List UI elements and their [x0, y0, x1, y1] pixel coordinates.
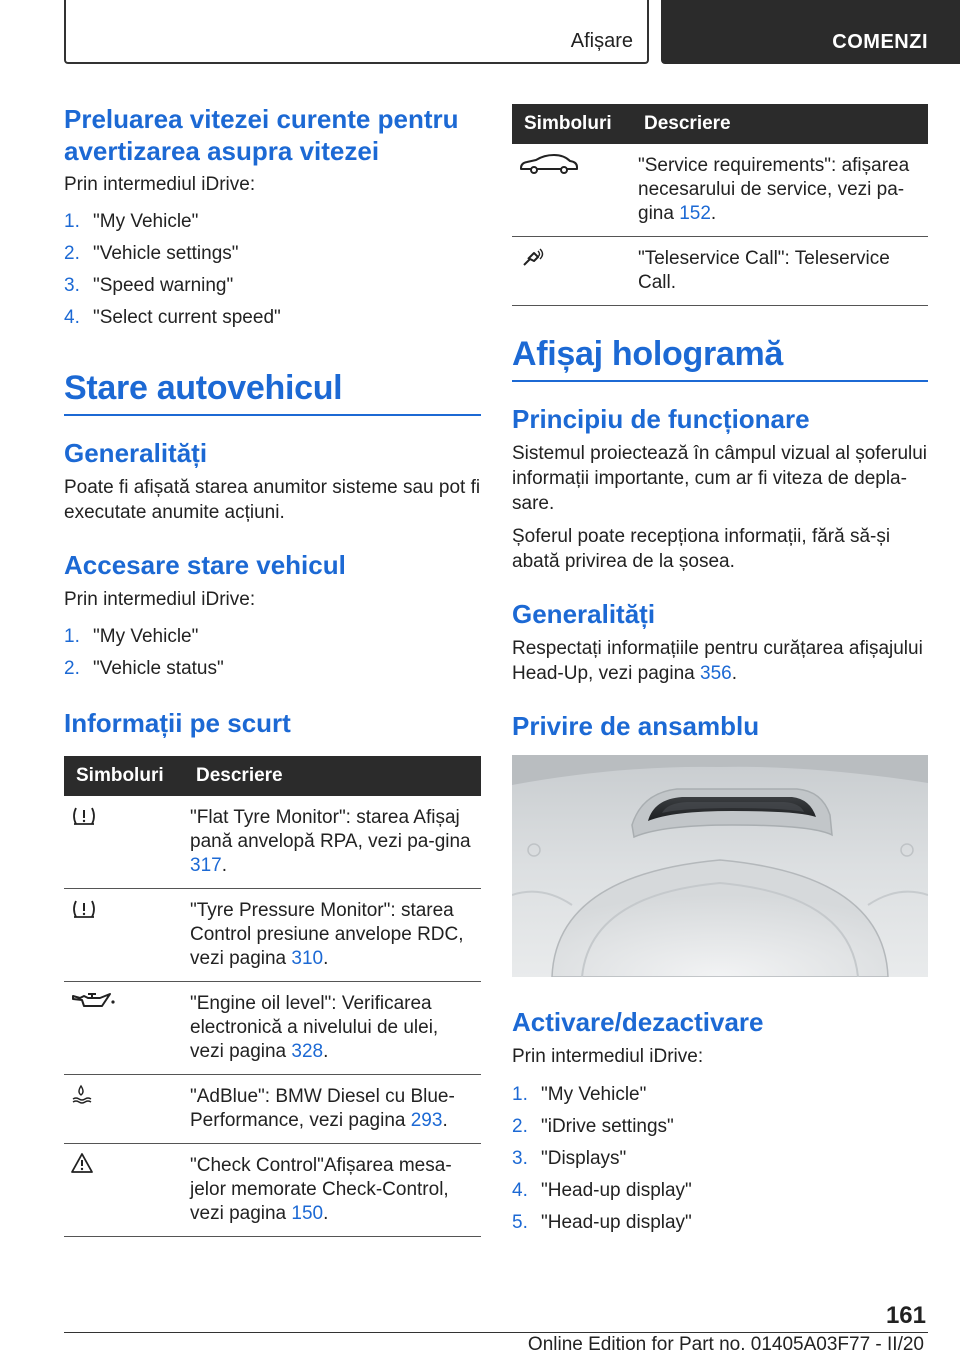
table-row [64, 889, 481, 982]
adblue-icon [70, 1083, 92, 1105]
col-desc-header: Descriere [190, 756, 481, 796]
principle-heading: Principiu de funcționare [512, 404, 810, 434]
teleservice-icon [518, 245, 548, 269]
table-row [512, 237, 928, 306]
list-item: 5. "Head-up display" [512, 1212, 692, 1233]
row-description: "Teleservice Call": Teleservice Call. [638, 237, 928, 306]
hud-title: Afișaj hologramă [512, 334, 928, 382]
info-heading: Informații pe scurt [64, 708, 291, 738]
speed-intro: Prin intermediul iDrive: [64, 174, 256, 195]
tyre-warning-icon [70, 897, 98, 921]
general-text: Poate fi afișată starea anumitor sisteme sau pot fi executate anumite acțiuni. [64, 477, 481, 523]
oil-can-icon [70, 990, 116, 1012]
list-item: 1. "My Vehicle" [64, 626, 199, 647]
list-item: 3. "Displays" [512, 1148, 627, 1169]
page-number: 161 [885, 1302, 926, 1329]
page-link[interactable]: 356 [700, 663, 732, 684]
access-steps [64, 621, 481, 685]
general-heading-right: Generalități [512, 599, 656, 629]
list-item: 4. "Head-up display" [512, 1180, 692, 1201]
row-description: "AdBlue": BMW Diesel cu Blue-Performance, vezi pagina 293. [190, 1075, 481, 1144]
col-symbols-header: Simboluri [512, 104, 638, 144]
list-item: 2. "Vehicle settings" [64, 243, 239, 264]
access-intro: Prin intermediul iDrive: [64, 589, 256, 610]
footer-divider [64, 1332, 928, 1333]
page-link[interactable]: 152 [679, 203, 711, 224]
row-description: "Flat Tyre Monitor": starea Afișaj pană anvelopă RPA, vezi pa-gina 317. [190, 796, 481, 889]
general-heading: Generalități [64, 438, 208, 468]
row-description: "Check Control"Afișarea mesa-jelor memorate Check-Control, vezi pagina 150. [190, 1144, 481, 1237]
list-item: 4. "Select current speed" [64, 307, 281, 328]
list-item: 1. "My Vehicle" [512, 1084, 647, 1105]
page-link[interactable]: 310 [291, 948, 324, 969]
hud-photo [512, 755, 928, 977]
general-text-right: Respectați informațiile pentru curățarea afișajului Head-Up, vezi pagina 356. [512, 638, 923, 684]
table-row [64, 796, 481, 889]
principle-text-2: Șoferul poate recepționa informații, fără să-și abată privirea de la șosea. [512, 526, 891, 572]
col-desc-header: Descriere [638, 104, 928, 144]
list-item: 3. "Speed warning" [64, 275, 234, 296]
table-row [512, 144, 928, 237]
symbols-table-left [64, 756, 481, 1237]
list-item: 2. "iDrive settings" [512, 1116, 674, 1137]
table-row [64, 1075, 481, 1144]
access-heading: Accesare stare vehicul [64, 550, 346, 580]
page-link[interactable]: 328 [291, 1041, 324, 1062]
symbols-table-right [512, 104, 928, 306]
row-description: "Service requirements": afișarea necesarului de service, vezi pa-gina 152. [638, 144, 928, 237]
table-row [64, 1144, 481, 1237]
activation-intro: Prin intermediul iDrive: [512, 1046, 704, 1067]
overview-heading: Privire de ansamblu [512, 711, 760, 741]
edition-text: Online Edition for Part no. 01405A03F77 - II/20 [527, 1334, 924, 1355]
col-symbols-header: Simboluri [64, 756, 190, 796]
list-item: 1. "My Vehicle" [64, 211, 199, 232]
page-link[interactable]: 150 [291, 1203, 324, 1224]
principle-text-1: Sistemul proiectează în câmpul vizual al șoferului informații importante, cum ar fi viteza de depla-sare. [512, 443, 928, 514]
activation-steps [512, 1079, 928, 1239]
tyre-warning-icon [70, 804, 98, 828]
row-description: "Tyre Pressure Monitor": starea Control presiune anvelope RDC, vezi pagina 310. [190, 889, 481, 982]
header-section-label: Afișare [570, 30, 633, 52]
header-chapter-label: COMENZI [832, 31, 928, 53]
header-chapter-tab [661, 0, 960, 64]
row-description: "Engine oil level": Verificarea electronică a nivelului de ulei, vezi pagina 328. [190, 982, 481, 1075]
activation-heading: Activare/dezactivare [512, 1007, 764, 1037]
speed-heading: Preluarea vitezei curente pentru avertizarea asupra vitezei [64, 104, 459, 166]
page-link[interactable]: 293 [410, 1110, 443, 1131]
list-item: 2. "Vehicle status" [64, 658, 224, 679]
service-car-icon [518, 152, 580, 176]
table-row [64, 982, 481, 1075]
status-title: Stare autovehicul [64, 368, 481, 416]
warning-triangle-icon [70, 1152, 94, 1174]
speed-steps [64, 206, 481, 334]
header-section-tab [64, 0, 649, 64]
page-link[interactable]: 317 [190, 855, 222, 876]
